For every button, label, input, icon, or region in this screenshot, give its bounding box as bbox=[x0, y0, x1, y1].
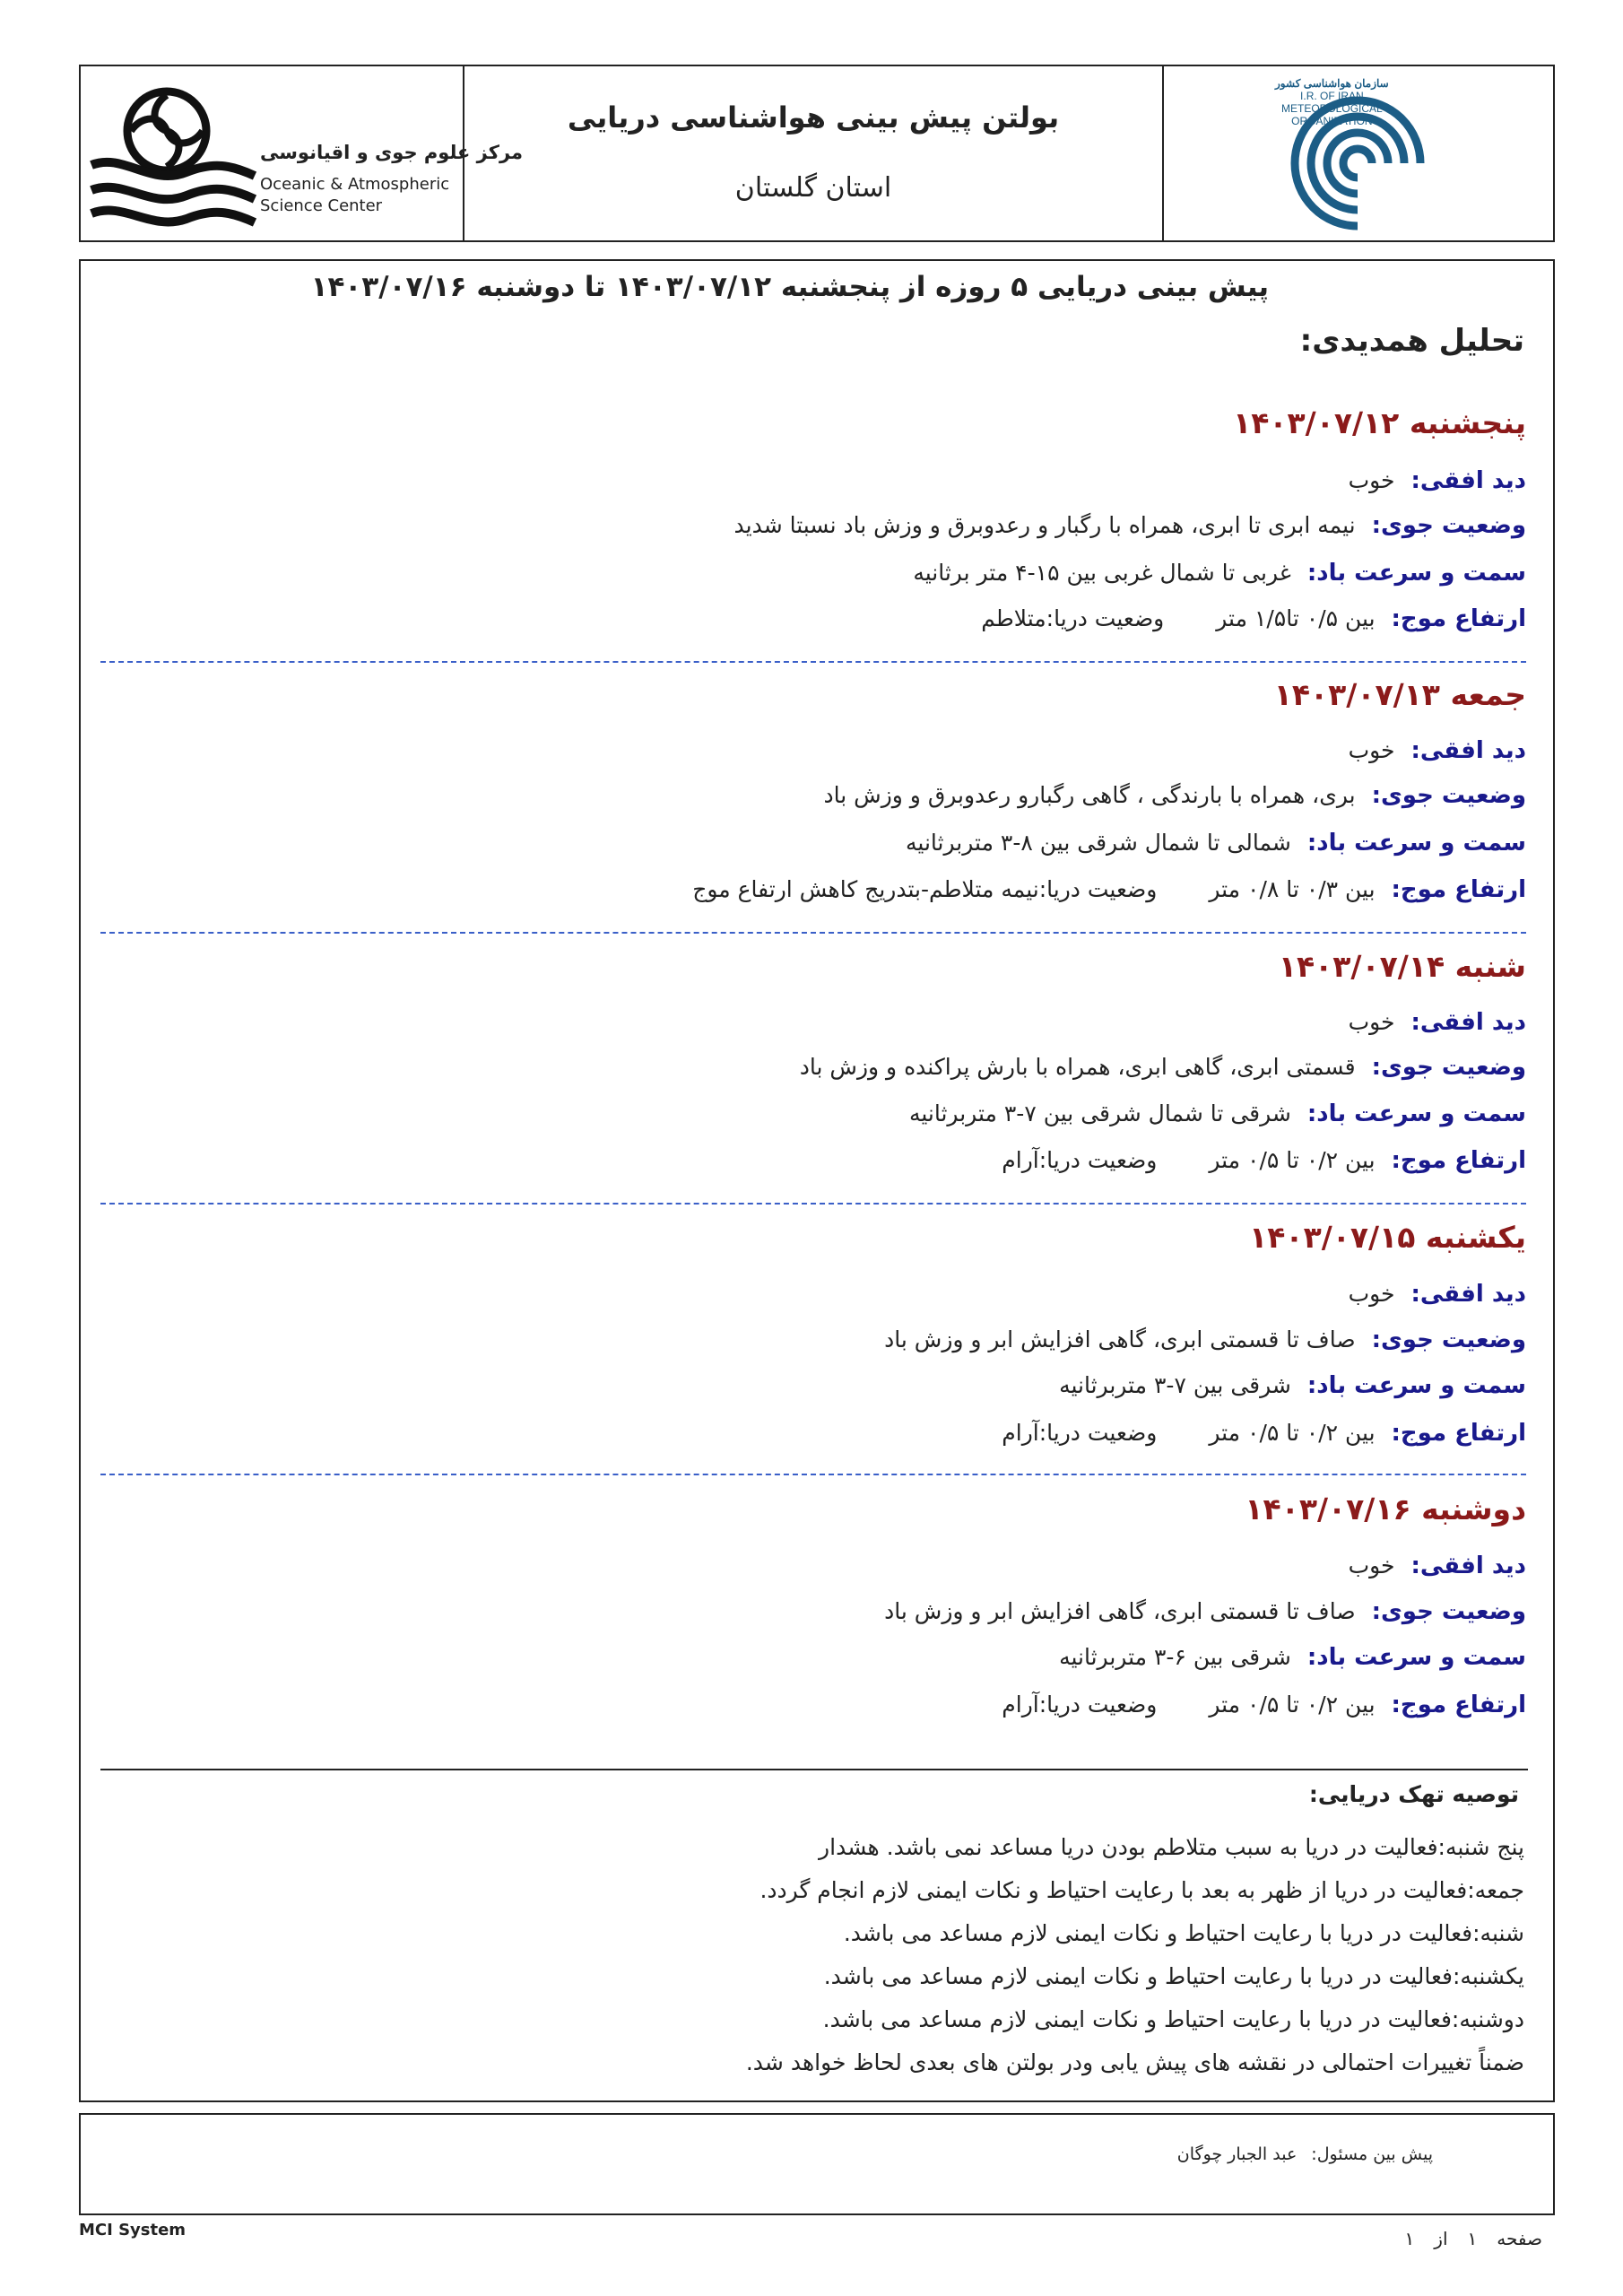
wave-row bbox=[1002, 1415, 1526, 1451]
asc-name-en-line1: Oceanic & Atmospheric bbox=[260, 175, 450, 194]
page-word: صفحه bbox=[1497, 2228, 1542, 2249]
visibility-row bbox=[1349, 463, 1526, 499]
visibility-row bbox=[1349, 1276, 1526, 1312]
forecaster-name: عبد الجبار چوگان bbox=[1176, 2144, 1298, 2164]
wind-value: شرقی بین ۷-۳ متربرثانیه bbox=[1059, 1372, 1291, 1398]
forecast-period-heading: پیش بینی دریایی ۵ روزه از پنجشنبه ۱۴۰۳/۰۷/۱۲ تا دوشنبه ۱۴۰۳/۰۷/۱۶ bbox=[310, 271, 1269, 303]
imo-logo-cell bbox=[1164, 66, 1553, 240]
wave-value: بین ۰/۲ تا ۰/۵ متر bbox=[1209, 1420, 1376, 1446]
day-title: یکشنبه ۱۴۰۳/۰۷/۱۵ bbox=[1249, 1220, 1526, 1255]
wind-value: شمالی تا شمال شرقی بین ۸-۳ متربرثانیه bbox=[906, 830, 1291, 856]
wave-label: ارتفاع موج: bbox=[1391, 1147, 1526, 1174]
day-forecast-2 bbox=[100, 677, 1526, 919]
wind-row bbox=[909, 1096, 1526, 1132]
imo-name-line2: METEOROLOGICAL bbox=[1281, 102, 1383, 115]
day-separator bbox=[100, 1474, 1526, 1475]
asc-name-en bbox=[260, 174, 449, 217]
visibility-row bbox=[1349, 1004, 1526, 1040]
sea-state-value: وضعیت دریا:آرام bbox=[1002, 1420, 1158, 1446]
imo-name-line1: I.R. OF IRAN bbox=[1300, 90, 1364, 102]
visibility-value: خوب bbox=[1348, 467, 1395, 493]
advice-line: ضمناً تغییرات احتمالی در نقشه های پیش یابی ودر بولتن های بعدی لحاظ خواهد شد. bbox=[745, 2049, 1524, 2075]
weather-label: وضعیت جوی: bbox=[1371, 1054, 1526, 1081]
wind-label: سمت و سرعت باد: bbox=[1306, 830, 1526, 857]
weather-value: قسمتی ابری، گاهی ابری، همراه با بارش پراکنده و وزش باد bbox=[799, 1054, 1356, 1080]
visibility-label: دید افقی: bbox=[1410, 1552, 1526, 1579]
forecaster-line bbox=[1177, 2144, 1433, 2164]
day-title: دوشنبه ۱۴۰۳/۰۷/۱۶ bbox=[1245, 1492, 1526, 1526]
day-forecast-4 bbox=[100, 1220, 1526, 1462]
wind-value: شرقی تا شمال شرقی بین ۷-۳ متربرثانیه bbox=[908, 1100, 1291, 1126]
bulletin-header bbox=[79, 65, 1555, 242]
asc-name-en-line2: Science Center bbox=[260, 196, 383, 215]
advice-heading: توصیه تهک دریایی: bbox=[1308, 1781, 1519, 1807]
wave-label: ارتفاع موج: bbox=[1391, 1420, 1526, 1447]
wave-value: بین ۰/۲ تا ۰/۵ متر bbox=[1209, 1692, 1376, 1718]
weather-value: صاف تا قسمتی ابری، گاهی افزایش ابر و وزش باد bbox=[884, 1326, 1356, 1352]
day-title: شنبه ۱۴۰۳/۰۷/۱۴ bbox=[1278, 949, 1526, 984]
visibility-row bbox=[1349, 733, 1526, 769]
advice-line: یکشنبه:فعالیت در دریا با رعایت احتیاط و نکات ایمنی لازم مساعد می باشد. bbox=[823, 1963, 1524, 1989]
province-name: استان گلستان bbox=[734, 172, 892, 204]
weather-value: صاف تا قسمتی ابری، گاهی افزایش ابر و وزش باد bbox=[884, 1598, 1356, 1624]
day-separator bbox=[100, 932, 1526, 934]
imo-logo-text bbox=[1275, 77, 1389, 127]
sea-state-value: وضعیت دریا:آرام bbox=[1002, 1692, 1158, 1718]
weather-row bbox=[800, 1049, 1526, 1085]
wave-value: بین ۰/۲ تا ۰/۵ متر bbox=[1209, 1147, 1376, 1173]
weather-label: وضعیت جوی: bbox=[1371, 512, 1526, 539]
sea-state-value: وضعیت دریا:آرام bbox=[1002, 1147, 1158, 1173]
forecaster-label: پیش بین مسئول: bbox=[1311, 2144, 1433, 2164]
wind-label: سمت و سرعت باد: bbox=[1306, 1372, 1526, 1399]
synoptic-analysis-heading: تحلیل همدیدی: bbox=[1299, 323, 1524, 359]
weather-row bbox=[824, 778, 1526, 813]
weather-value: نیمه ابری تا ابری، همراه با رگبار و رعدوبرق و وزش باد نسبتا شدید bbox=[733, 512, 1356, 538]
imo-name-line3: ORGANIZATION bbox=[1291, 115, 1373, 127]
wave-label: ارتفاع موج: bbox=[1391, 605, 1526, 632]
weather-label: وضعیت جوی: bbox=[1371, 1326, 1526, 1353]
visibility-row bbox=[1349, 1548, 1526, 1584]
weather-row bbox=[884, 1322, 1526, 1358]
page-current: ۱ bbox=[1467, 2228, 1478, 2249]
day-separator bbox=[100, 1203, 1526, 1205]
forecaster-box bbox=[79, 2113, 1555, 2215]
wind-row bbox=[1059, 1639, 1526, 1675]
weather-label: وضعیت جوی: bbox=[1371, 782, 1526, 809]
wave-label: ارتفاع موج: bbox=[1391, 1692, 1526, 1718]
asc-logo-icon bbox=[88, 79, 258, 231]
day-forecast-1 bbox=[100, 405, 1526, 648]
visibility-label: دید افقی: bbox=[1410, 467, 1526, 494]
weather-row bbox=[884, 1594, 1526, 1630]
day-separator bbox=[100, 661, 1526, 663]
wave-row bbox=[692, 872, 1526, 908]
asc-name-fa: مرکز علوم جوی و اقیانوسی bbox=[260, 142, 524, 163]
system-name: MCI System bbox=[79, 2221, 187, 2239]
advice-line: شنبه:فعالیت در دریا با رعایت احتیاط و نکات ایمنی لازم مساعد می باشد. bbox=[843, 1920, 1524, 1946]
wind-label: سمت و سرعت باد: bbox=[1306, 560, 1526, 587]
day-title: جمعه ۱۴۰۳/۰۷/۱۳ bbox=[1273, 677, 1526, 712]
wave-row bbox=[981, 601, 1526, 637]
imo-name-fa: سازمان هواشناسی کشور bbox=[1275, 77, 1389, 90]
header-title-cell bbox=[464, 66, 1164, 240]
wave-row bbox=[1002, 1143, 1526, 1178]
page-number bbox=[1385, 2228, 1542, 2249]
advice-line: دوشنبه:فعالیت در دریا با رعایت احتیاط و نکات ایمنی لازم مساعد می باشد. bbox=[822, 2006, 1524, 2032]
weather-label: وضعیت جوی: bbox=[1371, 1598, 1526, 1625]
day-title: پنجشنبه ۱۴۰۳/۰۷/۱۲ bbox=[1233, 405, 1526, 440]
of-word: از bbox=[1434, 2228, 1448, 2249]
asc-logo-cell bbox=[81, 66, 524, 240]
wave-value: بین ۰/۳ تا ۰/۸ متر bbox=[1209, 876, 1376, 902]
wind-row bbox=[906, 825, 1526, 861]
wind-row bbox=[1059, 1368, 1526, 1404]
weather-value: بری، همراه با بارندگی ، گاهی رگبارو رعدوبرق و وزش باد bbox=[823, 782, 1356, 808]
sea-state-value: وضعیت دریا:نیمه متلاطم-بتدریج کاهش ارتفاع موج bbox=[692, 876, 1158, 902]
wind-value: غربی تا شمال غربی بین ۱۵-۴ متر برثانیه bbox=[913, 560, 1291, 586]
visibility-label: دید افقی: bbox=[1410, 1281, 1526, 1308]
sea-state-value: وضعیت دریا:متلاطم bbox=[981, 605, 1165, 631]
day-forecast-3 bbox=[100, 949, 1526, 1191]
visibility-label: دید افقی: bbox=[1410, 737, 1526, 764]
visibility-value: خوب bbox=[1348, 1552, 1395, 1578]
wind-label: سمت و سرعت باد: bbox=[1306, 1100, 1526, 1127]
advice-line: جمعه:فعالیت در دریا از ظهر به بعد با رعایت احتیاط و نکات ایمنی لازم انجام گردد. bbox=[759, 1877, 1524, 1903]
advice-divider bbox=[100, 1769, 1528, 1770]
wind-row bbox=[913, 555, 1526, 591]
visibility-value: خوب bbox=[1348, 1009, 1395, 1035]
day-forecast-5 bbox=[100, 1492, 1526, 1734]
wind-value: شرقی بین ۶-۳ متربرثانیه bbox=[1059, 1644, 1291, 1670]
visibility-label: دید افقی: bbox=[1410, 1009, 1526, 1036]
visibility-value: خوب bbox=[1348, 737, 1395, 763]
wave-value: بین ۰/۵ تا۱/۵ متر bbox=[1216, 605, 1376, 631]
wave-row bbox=[1002, 1687, 1526, 1723]
wave-label: ارتفاع موج: bbox=[1391, 876, 1526, 903]
bulletin-title: بولتن پیش بینی هواشناسی دریایی bbox=[567, 100, 1060, 135]
weather-row bbox=[734, 508, 1527, 544]
wind-label: سمت و سرعت باد: bbox=[1306, 1644, 1526, 1671]
visibility-value: خوب bbox=[1348, 1281, 1395, 1307]
page-total: ۱ bbox=[1404, 2228, 1415, 2249]
advice-line: پنج شنبه:فعالیت در دریا به سبب متلاطم بودن دریا مساعد نمی باشد. هشدار bbox=[819, 1834, 1524, 1860]
